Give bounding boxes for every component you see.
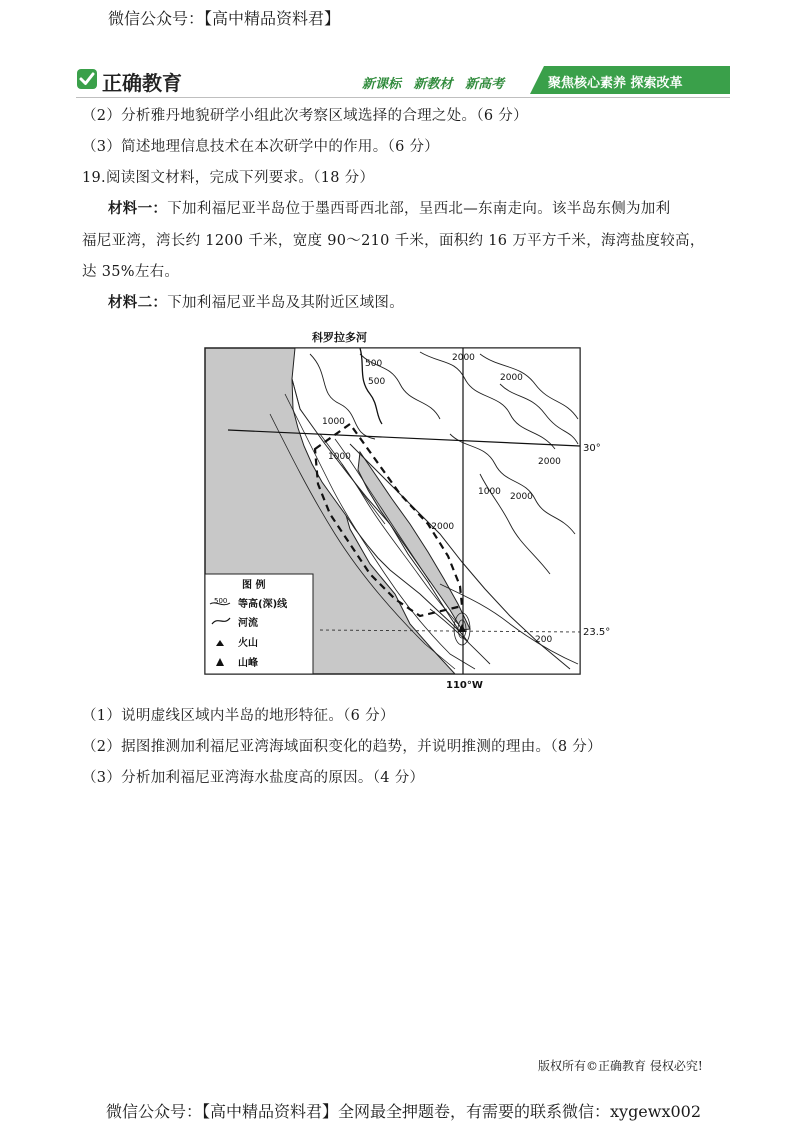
material1-label: 材料一：: [108, 200, 168, 217]
contour-label: 2000: [500, 373, 523, 383]
header-divider: [76, 97, 730, 98]
map-legend: [205, 574, 313, 674]
question-19-title: 19.阅读图文材料，完成下列要求。（18 分）: [82, 170, 375, 186]
contour-label: 2000: [452, 353, 475, 363]
contour-label: 1000: [478, 487, 501, 497]
slogan-new-exam: 新高考: [465, 77, 505, 92]
legend-river: 河流: [238, 618, 258, 629]
latitude-30-label: 30°: [583, 443, 601, 454]
contour-label: 500: [365, 359, 383, 369]
question-19-1: （1）说明虚线区域内半岛的地形特征。（6 分）: [82, 708, 395, 724]
contour-label: 2000: [510, 492, 533, 502]
question-18-3: （3）简述地理信息技术在本次研学中的作用。（6 分）: [82, 139, 440, 155]
longitude-110w-label: 110°W: [446, 680, 483, 691]
material1-line1: [108, 197, 670, 218]
baja-california-map: [200, 324, 611, 692]
material2-line: [108, 291, 404, 312]
slogan-new-standard: 新课标: [362, 77, 402, 92]
material2-label: 材料二：: [108, 294, 168, 311]
legend-contour-value: 500: [214, 597, 228, 605]
material1-line3: 达 35%左右。: [82, 264, 180, 280]
slogan-new-textbook: 新教材: [413, 77, 453, 92]
latitude-235-label: 23.5°: [583, 627, 611, 638]
question-18-2: （2）分析雅丹地貌研学小组此次考察区域选择的合理之处。（6 分）: [82, 108, 528, 124]
contour-label: 1000: [322, 417, 345, 427]
legend-title: 图 例: [242, 580, 266, 591]
question-19-3: （3）分析加利福尼亚湾海水盐度高的原因。（4 分）: [82, 770, 425, 786]
question-19-2: （2）据图推测加利福尼亚湾海域面积变化的趋势，并说明推测的理由。（8 分）: [82, 739, 602, 755]
legend-contour: 等高(深)线: [238, 599, 288, 610]
top-watermark: 微信公众号：【高中精品资料君】: [108, 9, 341, 28]
header-banner-text: 聚焦核心素养 探索改革: [548, 76, 683, 91]
contour-label: 200: [535, 635, 553, 645]
logo-text: 正确教育: [102, 71, 182, 95]
contour-label: 500: [368, 377, 386, 387]
contour-label: 2000: [538, 457, 561, 467]
contour-label: -2000: [428, 522, 455, 532]
material2-text: 下加利福尼亚半岛及其附近区域图。: [167, 295, 405, 311]
header-slogans: [362, 73, 512, 92]
copyright-notice: 版权所有©正确教育 侵权必究!: [538, 1059, 703, 1073]
bottom-watermark: 微信公众号：【高中精品资料君】全网最全押题卷，有需要的联系微信：xygewx002: [106, 1102, 702, 1121]
material1-line2: 福尼亚湾，湾长约 1200 千米，宽度 90～210 千米，面积约 16 万平方千米，海湾盐度较高，: [82, 233, 705, 249]
contour-label: 1000: [328, 452, 351, 462]
map-river-label: 科罗拉多河: [312, 331, 367, 344]
material1-text-1: 下加利福尼亚半岛位于墨西哥西北部，呈西北—东南走向。该半岛东侧为加利: [167, 201, 671, 217]
logo-check-icon: [76, 68, 98, 90]
legend-peak: 山峰: [238, 658, 258, 669]
legend-volcano: 火山: [238, 638, 258, 649]
